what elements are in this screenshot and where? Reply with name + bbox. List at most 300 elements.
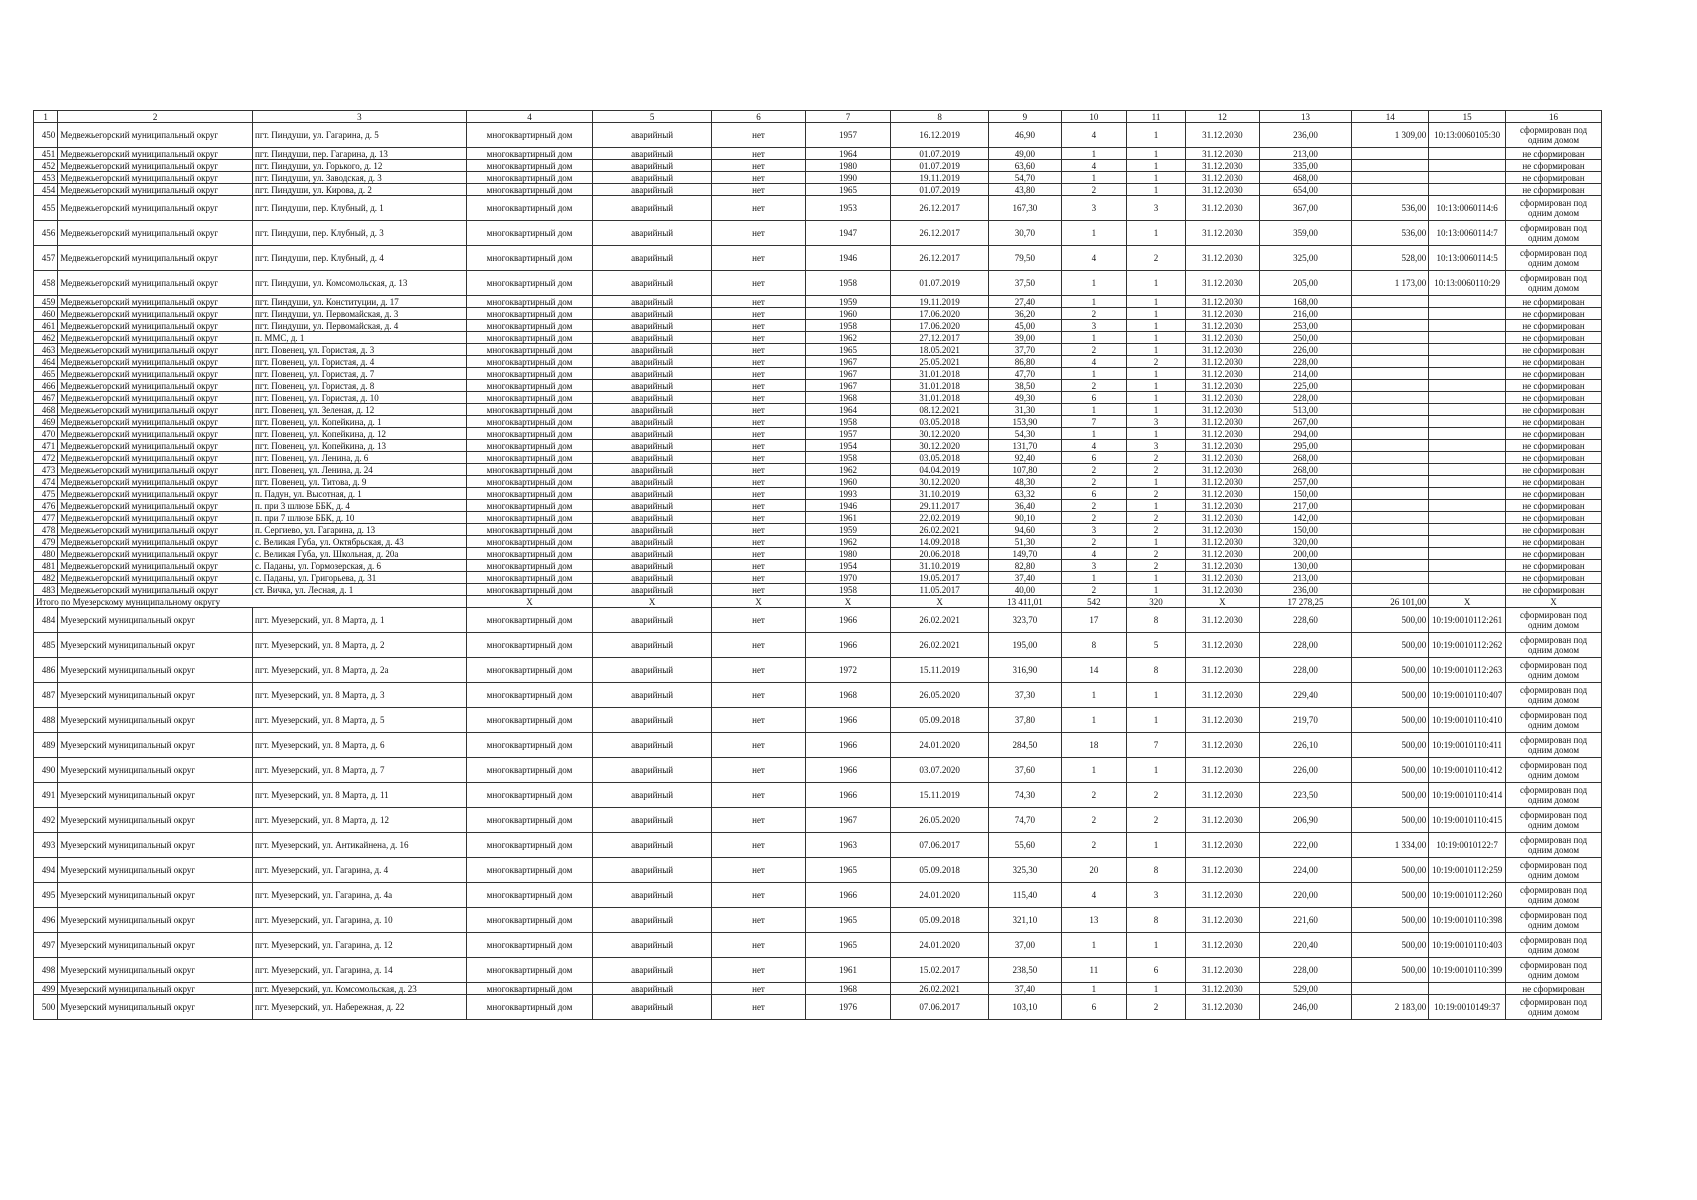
table-cell: многоквартирный дом xyxy=(466,416,592,428)
table-cell: многоквартирный дом xyxy=(466,404,592,416)
table-cell: аварийный xyxy=(593,440,712,452)
table-cell: 39,00 xyxy=(989,332,1062,344)
table-cell: 205,00 xyxy=(1259,271,1352,296)
table-cell: 1 309,00 xyxy=(1352,123,1429,148)
table-cell: 10:13:0060110:29 xyxy=(1429,271,1506,296)
table-cell: Медвежьегорский муниципальный округ xyxy=(58,584,253,596)
table-cell: сформирован под одним домом xyxy=(1506,608,1602,633)
table-cell: 1 xyxy=(1127,368,1186,380)
table-cell: нет xyxy=(712,308,806,320)
table-cell xyxy=(1352,184,1429,196)
table-cell: 468 xyxy=(34,404,58,416)
table-cell: 07.06.2017 xyxy=(891,833,989,858)
table-cell: 25.05.2021 xyxy=(891,356,989,368)
table-cell: многоквартирный дом xyxy=(466,440,592,452)
table-cell: 14 xyxy=(1352,111,1429,123)
table-cell: 268,00 xyxy=(1259,464,1352,476)
table-cell: 485 xyxy=(34,633,58,658)
table-cell: 149,70 xyxy=(989,548,1062,560)
table-cell: 1 xyxy=(1061,683,1126,708)
table-cell: многоквартирный дом xyxy=(466,536,592,548)
table-cell: нет xyxy=(712,404,806,416)
table-cell: 27.12.2017 xyxy=(891,332,989,344)
table-cell: 4 xyxy=(1061,548,1126,560)
table-cell: 236,00 xyxy=(1259,123,1352,148)
table-cell: 228,00 xyxy=(1259,658,1352,683)
table-cell: 500,00 xyxy=(1352,808,1429,833)
table-cell xyxy=(1352,584,1429,596)
table-cell: 359,00 xyxy=(1259,221,1352,246)
table-cell: 24.01.2020 xyxy=(891,883,989,908)
table-cell: не сформирован xyxy=(1506,488,1602,500)
table-cell: 2 xyxy=(1127,512,1186,524)
table-cell: аварийный xyxy=(593,392,712,404)
table-cell: многоквартирный дом xyxy=(466,683,592,708)
table-cell: многоквартирный дом xyxy=(466,428,592,440)
table-cell xyxy=(1429,440,1506,452)
table-cell: 31.10.2019 xyxy=(891,560,989,572)
table-cell: 10:19:0010110:403 xyxy=(1429,933,1506,958)
table-cell: 222,00 xyxy=(1259,833,1352,858)
table-cell: пгт. Муезерский, ул. 8 Марта, д. 1 xyxy=(253,608,467,633)
table-cell: 2 xyxy=(1061,500,1126,512)
table-cell: 36,20 xyxy=(989,308,1062,320)
table-cell: 13 xyxy=(1061,908,1126,933)
table-cell: 5 xyxy=(1127,633,1186,658)
table-cell: нет xyxy=(712,683,806,708)
table-cell xyxy=(1352,983,1429,995)
table-cell: пгт. Муезерский, ул. 8 Марта, д. 12 xyxy=(253,808,467,833)
table-cell: сформирован под одним домом xyxy=(1506,833,1602,858)
table-cell: 11 xyxy=(1061,958,1126,983)
table-cell: 19.11.2019 xyxy=(891,172,989,184)
table-cell: 8 xyxy=(891,111,989,123)
table-cell: 37,40 xyxy=(989,572,1062,584)
table-cell: нет xyxy=(712,808,806,833)
table-cell: 451 xyxy=(34,148,58,160)
table-cell: 2 xyxy=(1127,548,1186,560)
table-cell: нет xyxy=(712,160,806,172)
table-cell xyxy=(1352,524,1429,536)
table-row xyxy=(34,344,1602,356)
table-cell: 31,30 xyxy=(989,404,1062,416)
table-row xyxy=(34,123,1602,148)
table-cell: п. Падун, ул. Высотная, д. 1 xyxy=(253,488,467,500)
table-cell: 1 xyxy=(1127,296,1186,308)
table-cell: нет xyxy=(712,440,806,452)
table-cell: 1966 xyxy=(805,783,890,808)
table-row xyxy=(34,858,1602,883)
table-cell: нет xyxy=(712,883,806,908)
table-cell: пгт. Муезерский, ул. Гагарина, д. 14 xyxy=(253,958,467,983)
table-cell: сформирован под одним домом xyxy=(1506,858,1602,883)
table-row xyxy=(34,658,1602,683)
table-cell: 489 xyxy=(34,733,58,758)
table-cell: нет xyxy=(712,172,806,184)
table-cell: 8 xyxy=(1127,908,1186,933)
table-cell: аварийный xyxy=(593,246,712,271)
table-cell: пгт. Повенец, ул. Гористая, д. 7 xyxy=(253,368,467,380)
table-cell: 220,00 xyxy=(1259,883,1352,908)
table-cell: 498 xyxy=(34,958,58,983)
table-cell: 267,00 xyxy=(1259,416,1352,428)
table-cell: 246,00 xyxy=(1259,995,1352,1020)
table-cell: многоквартирный дом xyxy=(466,184,592,196)
table-cell: пгт. Повенец, ул. Копейкина, д. 12 xyxy=(253,428,467,440)
table-cell: X xyxy=(712,596,806,608)
table-cell: многоквартирный дом xyxy=(466,332,592,344)
table-cell: 1967 xyxy=(805,368,890,380)
table-cell: 2 xyxy=(58,111,253,123)
table-row xyxy=(34,160,1602,172)
table-cell: 1 xyxy=(1061,148,1126,160)
table-cell: 1965 xyxy=(805,908,890,933)
table-cell: 1 xyxy=(1127,683,1186,708)
table-cell: 24.01.2020 xyxy=(891,933,989,958)
table-cell: 513,00 xyxy=(1259,404,1352,416)
table-cell: 2 xyxy=(1061,584,1126,596)
table-cell: Медвежьегорский муниципальный округ xyxy=(58,476,253,488)
table-cell: 216,00 xyxy=(1259,308,1352,320)
table-cell: Медвежьегорский муниципальный округ xyxy=(58,172,253,184)
table-cell: 150,00 xyxy=(1259,488,1352,500)
table-cell: аварийный xyxy=(593,221,712,246)
table-cell: не сформирован xyxy=(1506,572,1602,584)
table-cell: 473 xyxy=(34,464,58,476)
table-cell xyxy=(1429,983,1506,995)
table-cell: 1966 xyxy=(805,708,890,733)
table-cell: 482 xyxy=(34,572,58,584)
table-cell xyxy=(1352,440,1429,452)
table-cell: 37,80 xyxy=(989,708,1062,733)
table-cell: 31.12.2030 xyxy=(1185,708,1259,733)
table-cell: X xyxy=(805,596,890,608)
table-cell: 500,00 xyxy=(1352,933,1429,958)
table-cell: нет xyxy=(712,833,806,858)
table-cell: аварийный xyxy=(593,196,712,221)
table-cell: 1 xyxy=(1127,983,1186,995)
table-cell: пгт. Пиндуши, ул. Комсомольская, д. 13 xyxy=(253,271,467,296)
table-cell: многоквартирный дом xyxy=(466,560,592,572)
table-cell: Медвежьегорский муниципальный округ xyxy=(58,148,253,160)
table-cell: 219,70 xyxy=(1259,708,1352,733)
table-cell: 1960 xyxy=(805,476,890,488)
table-cell: пгт. Повенец, ул. Копейкина, д. 1 xyxy=(253,416,467,428)
table-cell: нет xyxy=(712,536,806,548)
table-cell: 31.12.2030 xyxy=(1185,560,1259,572)
table-cell: Медвежьегорский муниципальный округ xyxy=(58,512,253,524)
table-cell: 10:19:0010110:399 xyxy=(1429,958,1506,983)
table-cell: с. Великая Губа, ул. Школьная, д. 20а xyxy=(253,548,467,560)
table-cell: 30,70 xyxy=(989,221,1062,246)
table-cell: 195,00 xyxy=(989,633,1062,658)
table-row xyxy=(34,392,1602,404)
table-cell: пгт. Муезерский, ул. Гагарина, д. 12 xyxy=(253,933,467,958)
table-cell: 10:19:0010110:415 xyxy=(1429,808,1506,833)
table-cell: 31.12.2030 xyxy=(1185,428,1259,440)
table-cell: 37,00 xyxy=(989,933,1062,958)
table-cell: многоквартирный дом xyxy=(466,808,592,833)
table-cell: 31.12.2030 xyxy=(1185,404,1259,416)
table-cell xyxy=(1429,332,1506,344)
table-cell: аварийный xyxy=(593,608,712,633)
table-cell: Медвежьегорский муниципальный округ xyxy=(58,416,253,428)
table-cell: 31.12.2030 xyxy=(1185,392,1259,404)
table-cell: сформирован под одним домом xyxy=(1506,708,1602,733)
table-cell: 10:19:0010110:414 xyxy=(1429,783,1506,808)
table-cell: не сформирован xyxy=(1506,392,1602,404)
table-cell: 1 xyxy=(1127,404,1186,416)
table-cell: 7 xyxy=(1127,733,1186,758)
table-cell: 14 xyxy=(1061,658,1126,683)
table-cell: 1 xyxy=(34,111,58,123)
table-row xyxy=(34,296,1602,308)
table-cell: аварийный xyxy=(593,733,712,758)
table-cell: 10:19:0010122:7 xyxy=(1429,833,1506,858)
table-cell: 500,00 xyxy=(1352,708,1429,733)
table-cell: нет xyxy=(712,958,806,983)
table-cell: 1954 xyxy=(805,560,890,572)
table-cell: 3 xyxy=(1127,416,1186,428)
table-cell: 90,10 xyxy=(989,512,1062,524)
table-cell: аварийный xyxy=(593,368,712,380)
table-cell: многоквартирный дом xyxy=(466,658,592,683)
table-cell: 228,60 xyxy=(1259,608,1352,633)
table-cell: сформирован под одним домом xyxy=(1506,123,1602,148)
table-cell: сформирован под одним домом xyxy=(1506,758,1602,783)
table-cell: 54,30 xyxy=(989,428,1062,440)
table-cell: 31.12.2030 xyxy=(1185,808,1259,833)
table-cell: 1966 xyxy=(805,633,890,658)
table-cell: многоквартирный дом xyxy=(466,123,592,148)
table-cell: 316,90 xyxy=(989,658,1062,683)
table-cell: многоквартирный дом xyxy=(466,221,592,246)
table-cell: 1980 xyxy=(805,548,890,560)
table-cell: нет xyxy=(712,271,806,296)
table-cell: 462 xyxy=(34,332,58,344)
table-cell: многоквартирный дом xyxy=(466,883,592,908)
table-cell xyxy=(1352,452,1429,464)
table-cell: не сформирован xyxy=(1506,148,1602,160)
table-cell: 13 411,01 xyxy=(989,596,1062,608)
table-cell: не сформирован xyxy=(1506,172,1602,184)
table-cell: аварийный xyxy=(593,148,712,160)
table-cell: 458 xyxy=(34,271,58,296)
housing-register-table xyxy=(33,110,1602,1020)
table-cell: 15.02.2017 xyxy=(891,958,989,983)
table-cell: многоквартирный дом xyxy=(466,512,592,524)
table-cell: 31.12.2030 xyxy=(1185,196,1259,221)
table-cell: 213,00 xyxy=(1259,148,1352,160)
table-cell: пгт. Муезерский, ул. Набережная, д. 22 xyxy=(253,995,467,1020)
table-cell: пгт. Муезерский, ул. 8 Марта, д. 3 xyxy=(253,683,467,708)
table-cell: многоквартирный дом xyxy=(466,708,592,733)
table-cell xyxy=(1352,392,1429,404)
table-cell: 12 xyxy=(1185,111,1259,123)
table-cell: сформирован под одним домом xyxy=(1506,933,1602,958)
table-cell: 131,70 xyxy=(989,440,1062,452)
table-cell: 1 xyxy=(1061,221,1126,246)
table-cell: аварийный xyxy=(593,633,712,658)
table-cell: Медвежьегорский муниципальный округ xyxy=(58,368,253,380)
table-cell: 484 xyxy=(34,608,58,633)
table-cell: 536,00 xyxy=(1352,221,1429,246)
table-cell: 31.12.2030 xyxy=(1185,368,1259,380)
table-cell: 10:13:0060114:5 xyxy=(1429,246,1506,271)
table-cell: аварийный xyxy=(593,332,712,344)
table-cell: пгт. Муезерский, ул. 8 Марта, д. 7 xyxy=(253,758,467,783)
table-cell: 1 xyxy=(1127,572,1186,584)
table-cell: 455 xyxy=(34,196,58,221)
table-cell: 8 xyxy=(1127,858,1186,883)
table-cell: 228,00 xyxy=(1259,633,1352,658)
table-cell: аварийный xyxy=(593,344,712,356)
table-cell: Муезерский муниципальный округ xyxy=(58,933,253,958)
table-cell: 51,30 xyxy=(989,536,1062,548)
table-cell xyxy=(1429,308,1506,320)
table-cell xyxy=(1352,296,1429,308)
table-cell: 321,10 xyxy=(989,908,1062,933)
table-cell: 19.05.2017 xyxy=(891,572,989,584)
table-cell: 1 xyxy=(1061,428,1126,440)
table-cell: 38,50 xyxy=(989,380,1062,392)
table-cell: пгт. Пиндуши, пер. Клубный, д. 3 xyxy=(253,221,467,246)
table-cell: нет xyxy=(712,392,806,404)
table-cell: 47,70 xyxy=(989,368,1062,380)
table-cell: 1946 xyxy=(805,246,890,271)
table-cell: 05.09.2018 xyxy=(891,858,989,883)
table-cell: 103,10 xyxy=(989,995,1062,1020)
table-cell: 30.12.2020 xyxy=(891,440,989,452)
table-cell: 481 xyxy=(34,560,58,572)
table-cell: 10:13:0060114:7 xyxy=(1429,221,1506,246)
table-cell: Медвежьегорский муниципальный округ xyxy=(58,440,253,452)
total-row xyxy=(34,596,1602,608)
table-cell: Муезерский муниципальный округ xyxy=(58,858,253,883)
table-cell: 37,70 xyxy=(989,344,1062,356)
table-cell: 325,00 xyxy=(1259,246,1352,271)
table-cell: X xyxy=(1185,596,1259,608)
table-cell: 31.12.2030 xyxy=(1185,958,1259,983)
table-row xyxy=(34,608,1602,633)
table-cell: многоквартирный дом xyxy=(466,368,592,380)
table-cell: 26.12.2017 xyxy=(891,246,989,271)
table-cell: 20 xyxy=(1061,858,1126,883)
table-cell xyxy=(1429,380,1506,392)
table-cell: 2 xyxy=(1061,536,1126,548)
table-row xyxy=(34,356,1602,368)
table-cell: нет xyxy=(712,196,806,221)
table-cell: 654,00 xyxy=(1259,184,1352,196)
table-cell: 1957 xyxy=(805,123,890,148)
table-cell: пгт. Повенец, ул. Гористая, д. 10 xyxy=(253,392,467,404)
table-cell: 31.12.2030 xyxy=(1185,758,1259,783)
table-cell: 10:19:0010112:262 xyxy=(1429,633,1506,658)
table-cell: Медвежьегорский муниципальный округ xyxy=(58,548,253,560)
table-cell: 31.12.2030 xyxy=(1185,933,1259,958)
table-cell: аварийный xyxy=(593,416,712,428)
table-cell: 16 xyxy=(1506,111,1602,123)
table-cell: 31.12.2030 xyxy=(1185,584,1259,596)
table-cell: 2 xyxy=(1061,808,1126,833)
table-cell: Муезерский муниципальный округ xyxy=(58,808,253,833)
table-cell: 1966 xyxy=(805,758,890,783)
table-cell: Медвежьегорский муниципальный округ xyxy=(58,392,253,404)
table-cell: 18.05.2021 xyxy=(891,344,989,356)
table-cell: Медвежьегорский муниципальный округ xyxy=(58,123,253,148)
table-cell: аварийный xyxy=(593,296,712,308)
table-cell: 1 xyxy=(1061,172,1126,184)
table-cell: 476 xyxy=(34,500,58,512)
table-cell: аварийный xyxy=(593,995,712,1020)
table-cell: 31.12.2030 xyxy=(1185,332,1259,344)
table-cell: 490 xyxy=(34,758,58,783)
table-cell: Медвежьегорский муниципальный округ xyxy=(58,344,253,356)
table-cell: не сформирован xyxy=(1506,332,1602,344)
table-cell: нет xyxy=(712,148,806,160)
table-cell: 107,80 xyxy=(989,464,1062,476)
table-cell: Медвежьегорский муниципальный округ xyxy=(58,404,253,416)
table-cell: 3 xyxy=(1127,196,1186,221)
table-cell: Муезерский муниципальный округ xyxy=(58,633,253,658)
table-cell: пгт. Муезерский, ул. 8 Марта, д. 5 xyxy=(253,708,467,733)
table-cell: 463 xyxy=(34,344,58,356)
table-cell: 24.01.2020 xyxy=(891,733,989,758)
table-cell: 10:19:0010112:263 xyxy=(1429,658,1506,683)
table-cell xyxy=(1352,308,1429,320)
table-cell: п. ММС, д. 1 xyxy=(253,332,467,344)
table-cell xyxy=(1429,560,1506,572)
table-cell: не сформирован xyxy=(1506,344,1602,356)
table-cell: 29.11.2017 xyxy=(891,500,989,512)
table-row xyxy=(34,708,1602,733)
table-cell: 1958 xyxy=(805,416,890,428)
table-cell xyxy=(1429,184,1506,196)
table-cell: сформирован под одним домом xyxy=(1506,908,1602,933)
table-cell: 1959 xyxy=(805,296,890,308)
table-cell: 31.12.2030 xyxy=(1185,512,1259,524)
table-cell: 500,00 xyxy=(1352,858,1429,883)
table-cell: 335,00 xyxy=(1259,160,1352,172)
table-cell xyxy=(1429,172,1506,184)
table-cell: аварийный xyxy=(593,500,712,512)
table-cell: 03.07.2020 xyxy=(891,758,989,783)
table-cell: 1967 xyxy=(805,808,890,833)
table-cell: нет xyxy=(712,908,806,933)
table-row xyxy=(34,464,1602,476)
table-cell: 08.12.2021 xyxy=(891,404,989,416)
table-cell: 488 xyxy=(34,708,58,733)
table-cell: 3 xyxy=(1061,320,1126,332)
table-cell: пгт. Муезерский, ул. Комсомольская, д. 23 xyxy=(253,983,467,995)
table-row xyxy=(34,524,1602,536)
table-cell xyxy=(1352,500,1429,512)
table-cell: нет xyxy=(712,560,806,572)
table-cell: 3 xyxy=(1061,524,1126,536)
table-cell: 453 xyxy=(34,172,58,184)
table-cell: 30.12.2020 xyxy=(891,428,989,440)
table-cell xyxy=(1429,524,1506,536)
table-cell: 26.05.2020 xyxy=(891,683,989,708)
table-cell: 1 xyxy=(1127,271,1186,296)
table-cell: 225,00 xyxy=(1259,380,1352,392)
table-cell: не сформирован xyxy=(1506,584,1602,596)
table-cell: 31.12.2030 xyxy=(1185,308,1259,320)
table-cell: 2 xyxy=(1061,833,1126,858)
table-cell: 500,00 xyxy=(1352,683,1429,708)
table-cell: пгт. Пиндуши, пер. Клубный, д. 1 xyxy=(253,196,467,221)
table-cell: нет xyxy=(712,548,806,560)
